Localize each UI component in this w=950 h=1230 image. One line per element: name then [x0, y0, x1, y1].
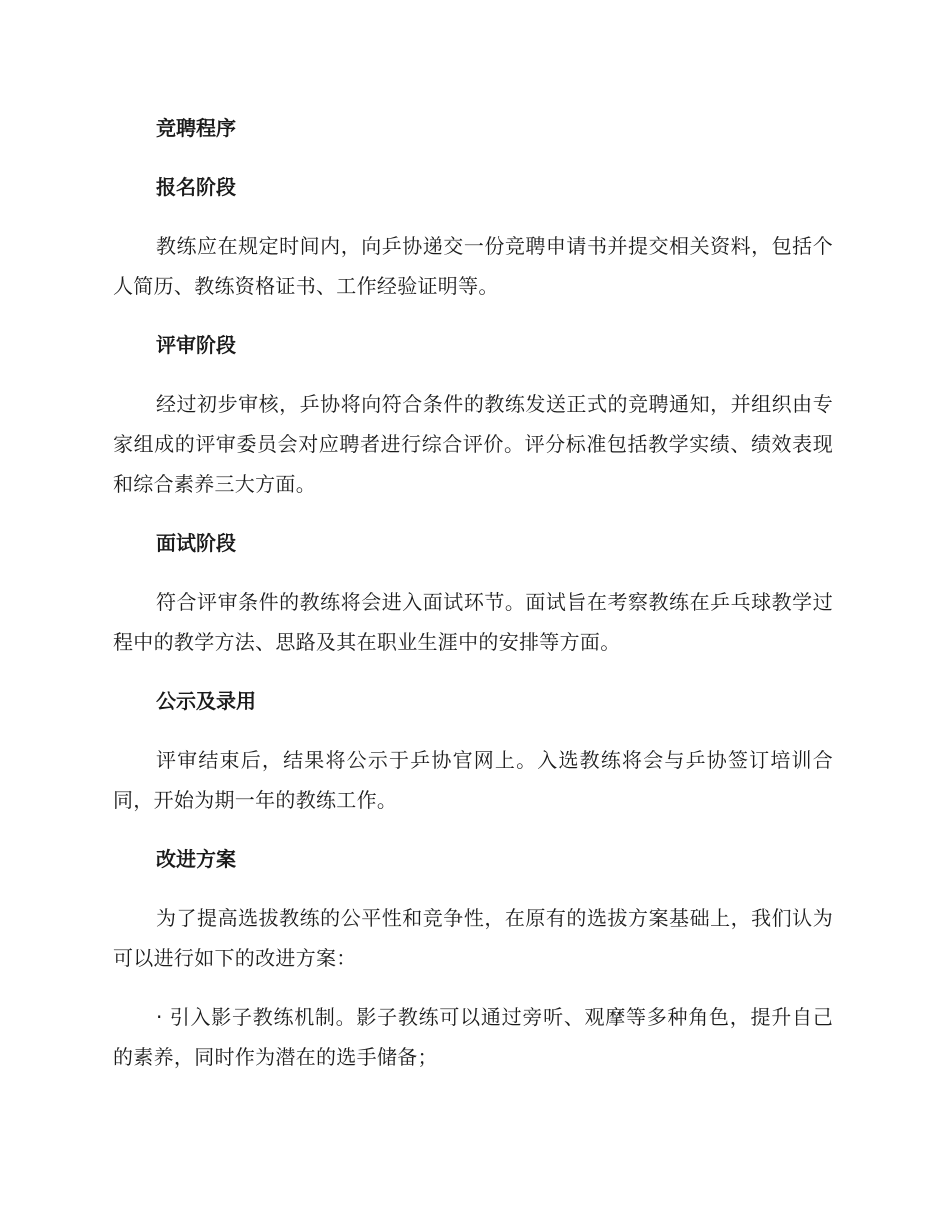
heading-registration-stage: 报名阶段 — [156, 175, 236, 199]
paragraph-shadow-coach: · 引入影子教练机制。影子教练可以通过旁听、观摩等多种角色，提升自己的素养，同时作为潜在的选手储备； — [113, 1005, 833, 1069]
paragraph-improvement-intro: 为了提高选拔教练的公平性和竞争性，在原有的选拔方案基础上，我们认为可以进行如下的改进方案： — [113, 906, 833, 970]
heading-review-stage: 评审阶段 — [156, 333, 236, 357]
paragraph-registration: 教练应在规定时间内，向乒协递交一份竞聘申请书并提交相关资料，包括个人简历、教练资格证书、工作经验证明等。 — [113, 234, 833, 298]
paragraph-review: 经过初步审核，乒协将向符合条件的教练发送正式的竞聘通知，并组织由专家组成的评审委员会对应聘者进行综合评价。评分标准包括教学实绩、绩效表现和综合素养三大方面。 — [113, 392, 833, 496]
heading-improvement-plan: 改进方案 — [156, 847, 236, 871]
heading-competition-procedure: 竞聘程序 — [156, 116, 236, 140]
heading-publicity-hiring: 公示及录用 — [156, 689, 256, 713]
heading-interview-stage: 面试阶段 — [156, 531, 236, 555]
paragraph-publicity: 评审结束后，结果将公示于乒协官网上。入选教练将会与乒协签订培训合同，开始为期一年的教练工作。 — [113, 748, 833, 812]
document-body — [113, 108, 833, 1096]
paragraph-interview: 符合评审条件的教练将会进入面试环节。面试旨在考察教练在乒乓球教学过程中的教学方法、思路及其在职业生涯中的安排等方面。 — [113, 590, 833, 654]
